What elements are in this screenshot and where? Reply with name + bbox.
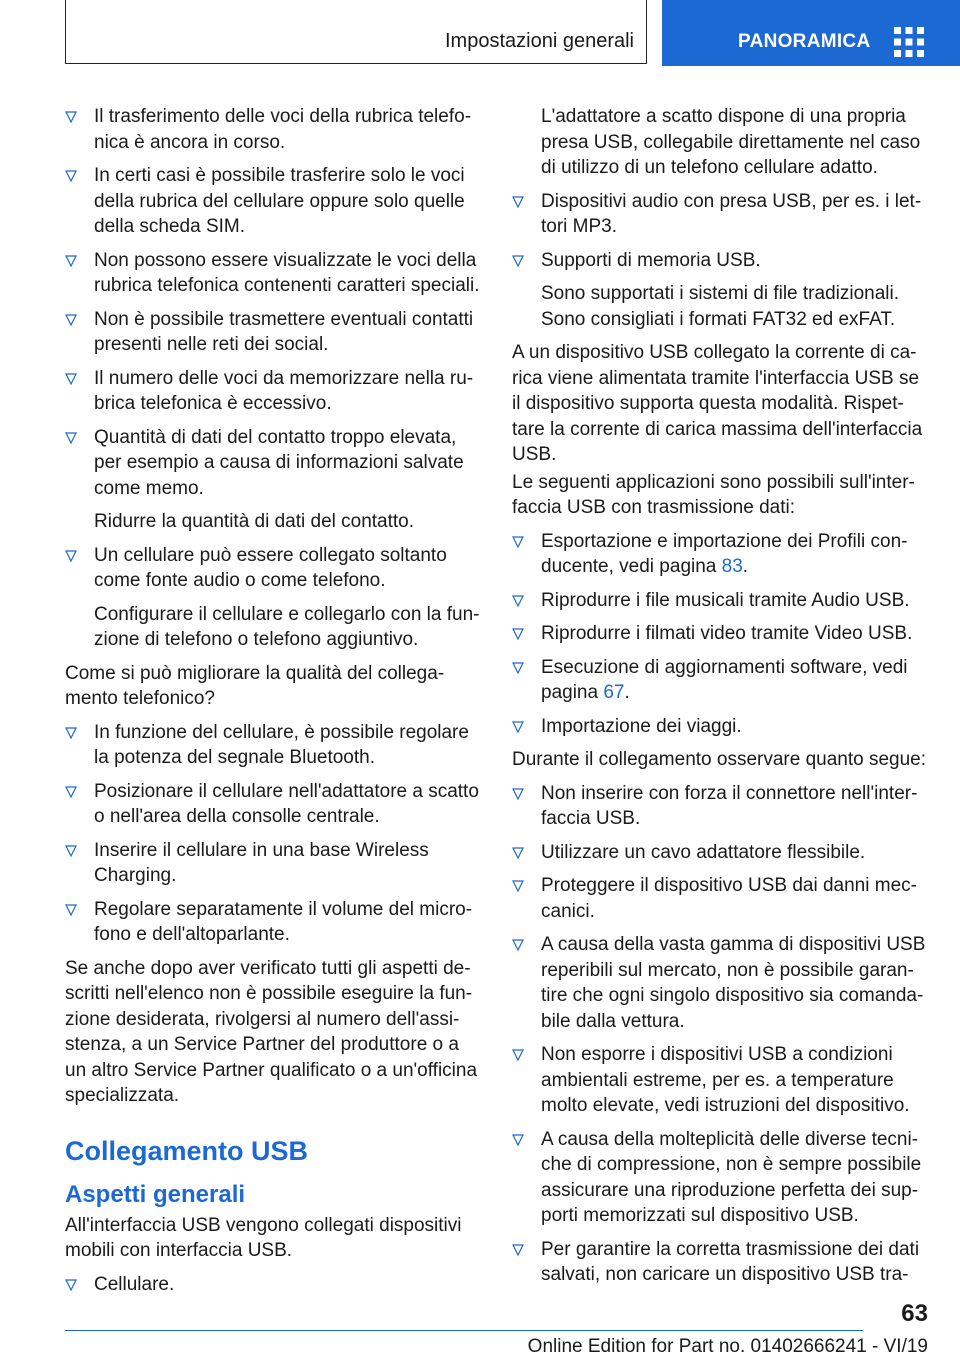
bullet-triangle-icon: [65, 170, 77, 182]
list-item: [512, 873, 928, 924]
paragraph: A un dispositivo USB collegato la corrente di carica viene alimentata tramite l'interfaccia USB se il dispositivo supporta questa modalità. Rispettare la corrente di carica massima dell'interfaccia USB.: [512, 342, 923, 465]
list-item: [512, 189, 928, 240]
list-item-text: In certi casi è possibile trasferire solo le voci della rubrica del cellulare oppure solo quelle della scheda SIM.: [94, 165, 465, 237]
bullet-triangle-icon: [512, 1134, 524, 1146]
list-item: [512, 621, 928, 647]
list-item-text: Supporti di memoria USB.: [541, 249, 761, 271]
list-item: [512, 840, 928, 866]
list-item-text: Quantità di dati del contatto troppo elevata, per esempio a causa di informazioni salvate come memo.: [94, 426, 464, 499]
list-item-text: Un cellulare può essere collegato soltanto come fonte audio o come telefono.: [94, 544, 447, 591]
bullet-triangle-icon: [512, 847, 524, 859]
list-item-text: Importazione dei viaggi.: [541, 715, 742, 737]
bullet-triangle-icon: [65, 550, 77, 562]
bullet-triangle-icon: [512, 939, 524, 951]
paragraph: Le seguenti applicazioni sono possibili sull'interfaccia USB con trasmissione dati:: [512, 471, 915, 518]
right-column: [512, 104, 928, 1296]
period: .: [624, 682, 630, 703]
list-item: [512, 1042, 928, 1119]
list-item: [65, 366, 481, 417]
list-item: [512, 248, 928, 274]
list-item-text: Non possono essere visualizzate le voci della rubrica telefonica contenenti caratteri speciali.: [94, 249, 480, 296]
list-item-text: Dispositivi audio con presa USB, per es. i lettori MP3.: [541, 190, 922, 237]
list-item: [512, 529, 928, 580]
period: .: [742, 556, 749, 577]
list-item: [65, 163, 481, 240]
list-item: [65, 425, 481, 502]
list-item-text: Inserire il cellulare in una base Wireless Charging.: [94, 839, 429, 886]
list-item: [512, 932, 928, 1034]
list-item-text: Esecuzione di aggiornamenti software, vedi pagina: [541, 656, 908, 703]
list-item-text: Regolare separatamente il volume del microfono e dell'altoparlante.: [94, 898, 473, 945]
bullet-triangle-icon: [512, 721, 524, 733]
bullet-triangle-icon: [512, 1244, 524, 1256]
list-item-text: A causa della molteplicità delle diverse tecniche di compressione, non è sempre possibile assicurare una riproduzione perfetta dei supporti memorizzati sul dispositivo USB.: [541, 1128, 922, 1226]
bullet-triangle-icon: [65, 314, 77, 326]
list-item: [512, 1237, 928, 1288]
bullet-triangle-icon: [512, 628, 524, 640]
bullet-triangle-icon: [65, 432, 77, 444]
grid-icon: [894, 27, 924, 57]
list-item-text: Posizionare il cellulare nell'adattatore a scatto o nell'area della consolle centrale.: [94, 780, 479, 827]
list-item-note: Configurare il cellulare e collegarlo con la funzione di telefono o telefono aggiuntivo.: [94, 603, 480, 650]
paragraph: Come si può migliorare la qualità del collegamento telefonico?: [65, 662, 445, 709]
bullet-triangle-icon: [65, 845, 77, 857]
bullet-triangle-icon: [65, 1279, 77, 1291]
list-item: [512, 655, 928, 706]
list-item-text: In funzione del cellulare, è possibile regolare la potenza del segnale Bluetooth.: [94, 721, 469, 768]
bullet-triangle-icon: [512, 1049, 524, 1061]
list-item-text: Proteggere il dispositivo USB dai danni meccanici.: [541, 875, 917, 922]
list-item: [65, 838, 481, 889]
list-item-note: Sono supportati i sistemi di file tradizionali. Sono consigliati i formati FAT32 ed exFAT.: [541, 283, 900, 330]
list-item-text: Esportazione e importazione dei Profili conducente, vedi pagina: [541, 530, 908, 577]
footer-edition: Online Edition for Part no. 01402666241 - VI/19: [527, 1336, 928, 1357]
section-heading: Collegamento USB: [65, 1135, 309, 1166]
list-item: [512, 588, 928, 614]
page-number: 63: [901, 1300, 928, 1327]
list-item-text: Il trasferimento delle voci della rubrica telefonica è ancora in corso.: [94, 106, 472, 153]
list-item-text: Il numero delle voci da memorizzare nella rubrica telefonica è eccessivo.: [94, 367, 474, 414]
list-item-text: A causa della vasta gamma di dispositivi USB reperibili sul mercato, non è possibile garantire che ogni singolo dispositivo sia comandabile dalla vettura.: [541, 934, 926, 1032]
bullet-triangle-icon: [65, 373, 77, 385]
list-item: [65, 248, 481, 299]
section-title: Impostazioni generali: [445, 30, 634, 52]
footer-divider: [65, 1330, 863, 1331]
overview-nav-button[interactable]: [662, 0, 960, 66]
bullet-triangle-icon: [65, 904, 77, 916]
list-item-text: Riprodurre i filmati video tramite Video USB.: [541, 623, 913, 644]
list-item: [512, 781, 928, 832]
list-item-text: Non è possibile trasmettere eventuali contatti presenti nelle reti dei social.: [94, 308, 474, 355]
bullet-triangle-icon: [512, 196, 524, 208]
list-item-text: Per garantire la corretta trasmissione dei dati salvati, non caricare un dispositivo USB tra-: [541, 1238, 920, 1285]
list-item: [65, 307, 481, 358]
list-item-note: Ridurre la quantità di dati del contatto.: [94, 511, 415, 532]
bullet-triangle-icon: [512, 880, 524, 892]
list-item-text: Non esporre i dispositivi USB a condizioni ambientali estreme, per es. a temperature molto elevate, vedi istruzioni del dispositivo.: [541, 1044, 910, 1116]
list-item-note: L'adattatore a scatto dispone di una propria presa USB, collegabile direttamente nel caso di utilizzo di un telefono cellulare adatto.: [541, 106, 921, 178]
list-item: [65, 720, 481, 771]
bullet-triangle-icon: [65, 255, 77, 267]
bullet-triangle-icon: [65, 111, 77, 123]
list-item: [65, 543, 481, 594]
bullet-triangle-icon: [512, 788, 524, 800]
paragraph: All'interfaccia USB vengono collegati dispositivi mobili con interfaccia USB.: [65, 1214, 462, 1261]
list-item-text: Riprodurre i file musicali tramite Audio USB.: [541, 589, 910, 611]
bullet-triangle-icon: [512, 595, 524, 607]
bullet-triangle-icon: [512, 662, 524, 674]
list-item: [65, 1272, 481, 1298]
paragraph: Se anche dopo aver verificato tutti gli aspetti descritti nell'elenco non è possibile eseguire la funzione desiderata, rivolgersi al numero dell'assistenza, a un Service Partner del produttore o a un altro Service Partner qualificato o a un'officina specializzata.: [65, 957, 478, 1106]
page-link-67[interactable]: 67: [603, 682, 625, 703]
bullet-triangle-icon: [512, 255, 524, 267]
list-item: [512, 714, 928, 740]
list-item: [65, 897, 481, 948]
overview-nav-label: PANORAMICA: [738, 31, 871, 52]
list-item-text: Utilizzare un cavo adattatore flessibile.: [541, 841, 866, 863]
page-link-83[interactable]: 83: [721, 556, 743, 577]
subsection-heading: Aspetti generali: [65, 1180, 246, 1208]
list-item: [65, 104, 481, 155]
bullet-triangle-icon: [65, 786, 77, 798]
left-column: [65, 104, 481, 1305]
header-section-box: [65, 0, 647, 64]
bullet-triangle-icon: [65, 727, 77, 739]
paragraph: Durante il collegamento osservare quanto segue:: [512, 749, 927, 770]
bullet-triangle-icon: [512, 536, 524, 548]
list-item-text: Cellulare.: [94, 1273, 175, 1295]
list-item-text: Non inserire con forza il connettore nell'interfaccia USB.: [541, 782, 918, 829]
list-item: [65, 779, 481, 830]
list-item: [512, 1127, 928, 1229]
